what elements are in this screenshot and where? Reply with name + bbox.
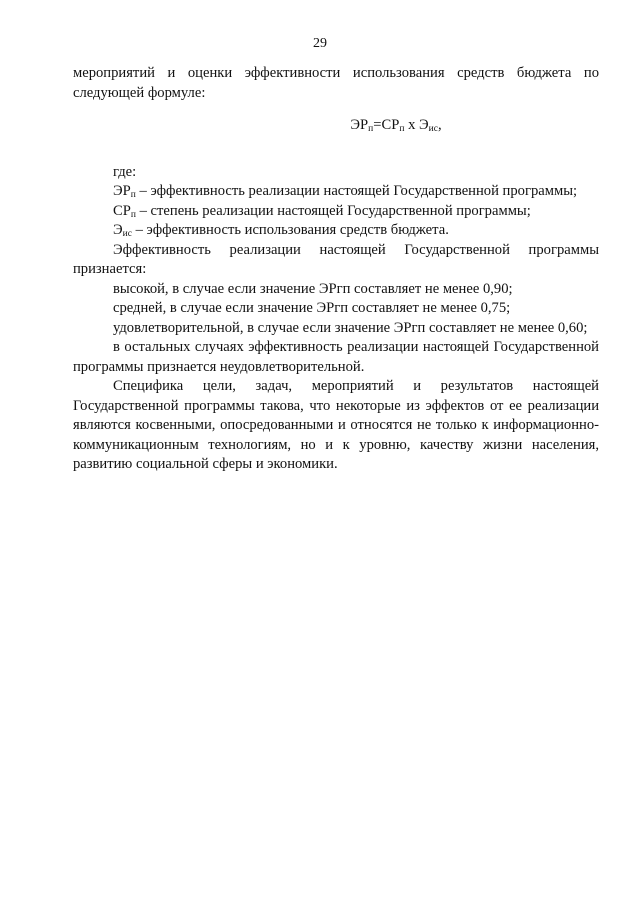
formula-eis-sub: ис	[428, 124, 438, 134]
definition-eis	[73, 221, 599, 241]
definition-srp-sub: п	[130, 209, 136, 220]
formula-times: х	[404, 117, 420, 133]
formula	[73, 116, 599, 136]
definition-erp	[73, 182, 599, 202]
level-high: высокой, в случае если значение ЭРгп составляет не менее 0,90;	[113, 280, 513, 297]
recognized-paragraph: Эффективность реализации настоящей Государственной программы признается:	[73, 241, 599, 277]
formula-eis: Э	[419, 117, 429, 133]
definition-erp-symbol: ЭР	[113, 183, 131, 199]
definition-srp-symbol: СР	[113, 202, 131, 219]
definition-eis-symbol: Э	[113, 222, 123, 238]
formula-srp-sub: п	[399, 124, 405, 134]
definition-srp	[73, 202, 599, 222]
formula-erp-sub: п	[368, 124, 374, 134]
definition-erp-sub: п	[130, 190, 136, 200]
specifics-paragraph: Специфика цели, задач, мероприятий и результатов настоящей Государственной программы такова, что некоторые из эффектов от ее реализации являются косвенными, опосредованными и относятся не только к информационно-коммуникационным технологиям, но и к уровню, качеству жизни населения, развитию социальной сферы и экономики.	[73, 378, 599, 472]
formula-tail: ,	[437, 117, 442, 133]
definition-eis-text: – эффективность использования средств бюджета.	[131, 222, 449, 238]
definition-srp-text: – степень реализации настоящей Государственной программы;	[135, 202, 531, 219]
where-label: где:	[113, 163, 137, 180]
formula-equals: =	[373, 117, 382, 133]
level-medium: средней, в случае если значение ЭРгп составляет не менее 0,75;	[113, 300, 511, 316]
document-body	[73, 64, 599, 475]
page-number: 29	[313, 36, 327, 51]
definition-erp-text: – эффективность реализации настоящей Государственной программы;	[135, 183, 578, 199]
formula-erp: ЭР	[350, 117, 369, 133]
definition-eis-sub: ис	[122, 229, 132, 239]
other-cases-paragraph: в остальных случаях эффективность реализации настоящей Государственной программы признается неудовлетворительной.	[73, 339, 599, 375]
level-satisfactory: удовлетворительной, в случае если значение ЭРгп составляет не менее 0,60;	[113, 319, 588, 336]
formula-srp: СР	[381, 117, 400, 133]
intro-paragraph: мероприятий и оценки эффективности использования средств бюджета по следующей формуле:	[73, 65, 599, 101]
